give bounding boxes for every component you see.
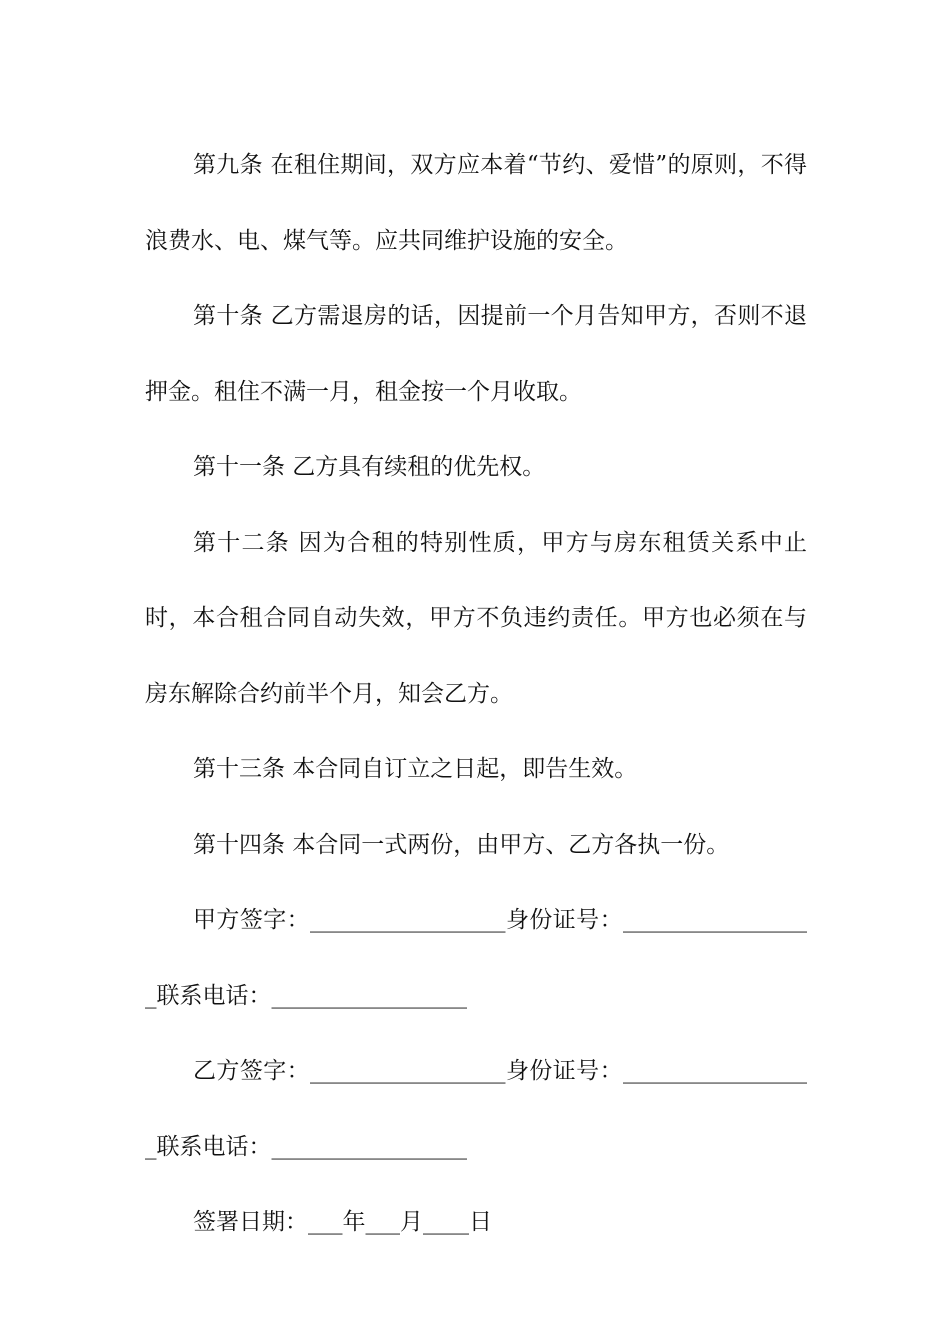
article-10-paragraph: 第十条 乙方需退房的话，因提前一个月告知甲方，否则不退押金。租住不满一月，租金按一个月收取。: [145, 303, 807, 405]
article-9-paragraph: 第九条 在租住期间，双方应本着“节约、爱惜”的原则，不得浪费水、电、煤气等。应共同维护设施的安全。: [145, 152, 807, 254]
article-12-paragraph: 第十二条 因为合租的特别性质，甲方与房东租赁关系中止时，本合租合同自动失效，甲方不负违约责任。甲方也必须在与房东解除合约前半个月，知会乙方。: [145, 529, 807, 707]
article-13-paragraph: 第十三条 本合同自订立之日起，即告生效。: [193, 756, 638, 782]
document-body: [145, 128, 807, 1261]
article-11-paragraph: 第十一条 乙方具有续租的优先权。: [193, 454, 546, 480]
party-b-signature-line: 乙方签字：_________________身份证号：_________________联系电话：_________________: [145, 1058, 807, 1160]
article-14-paragraph: 第十四条 本合同一式两份，由甲方、乙方各执一份。: [193, 831, 730, 858]
signing-date-line: 签署日期：___年___月____日: [193, 1209, 492, 1235]
party-a-signature-line: 甲方签字：_________________身份证号：_________________联系电话：_________________: [145, 907, 807, 1009]
